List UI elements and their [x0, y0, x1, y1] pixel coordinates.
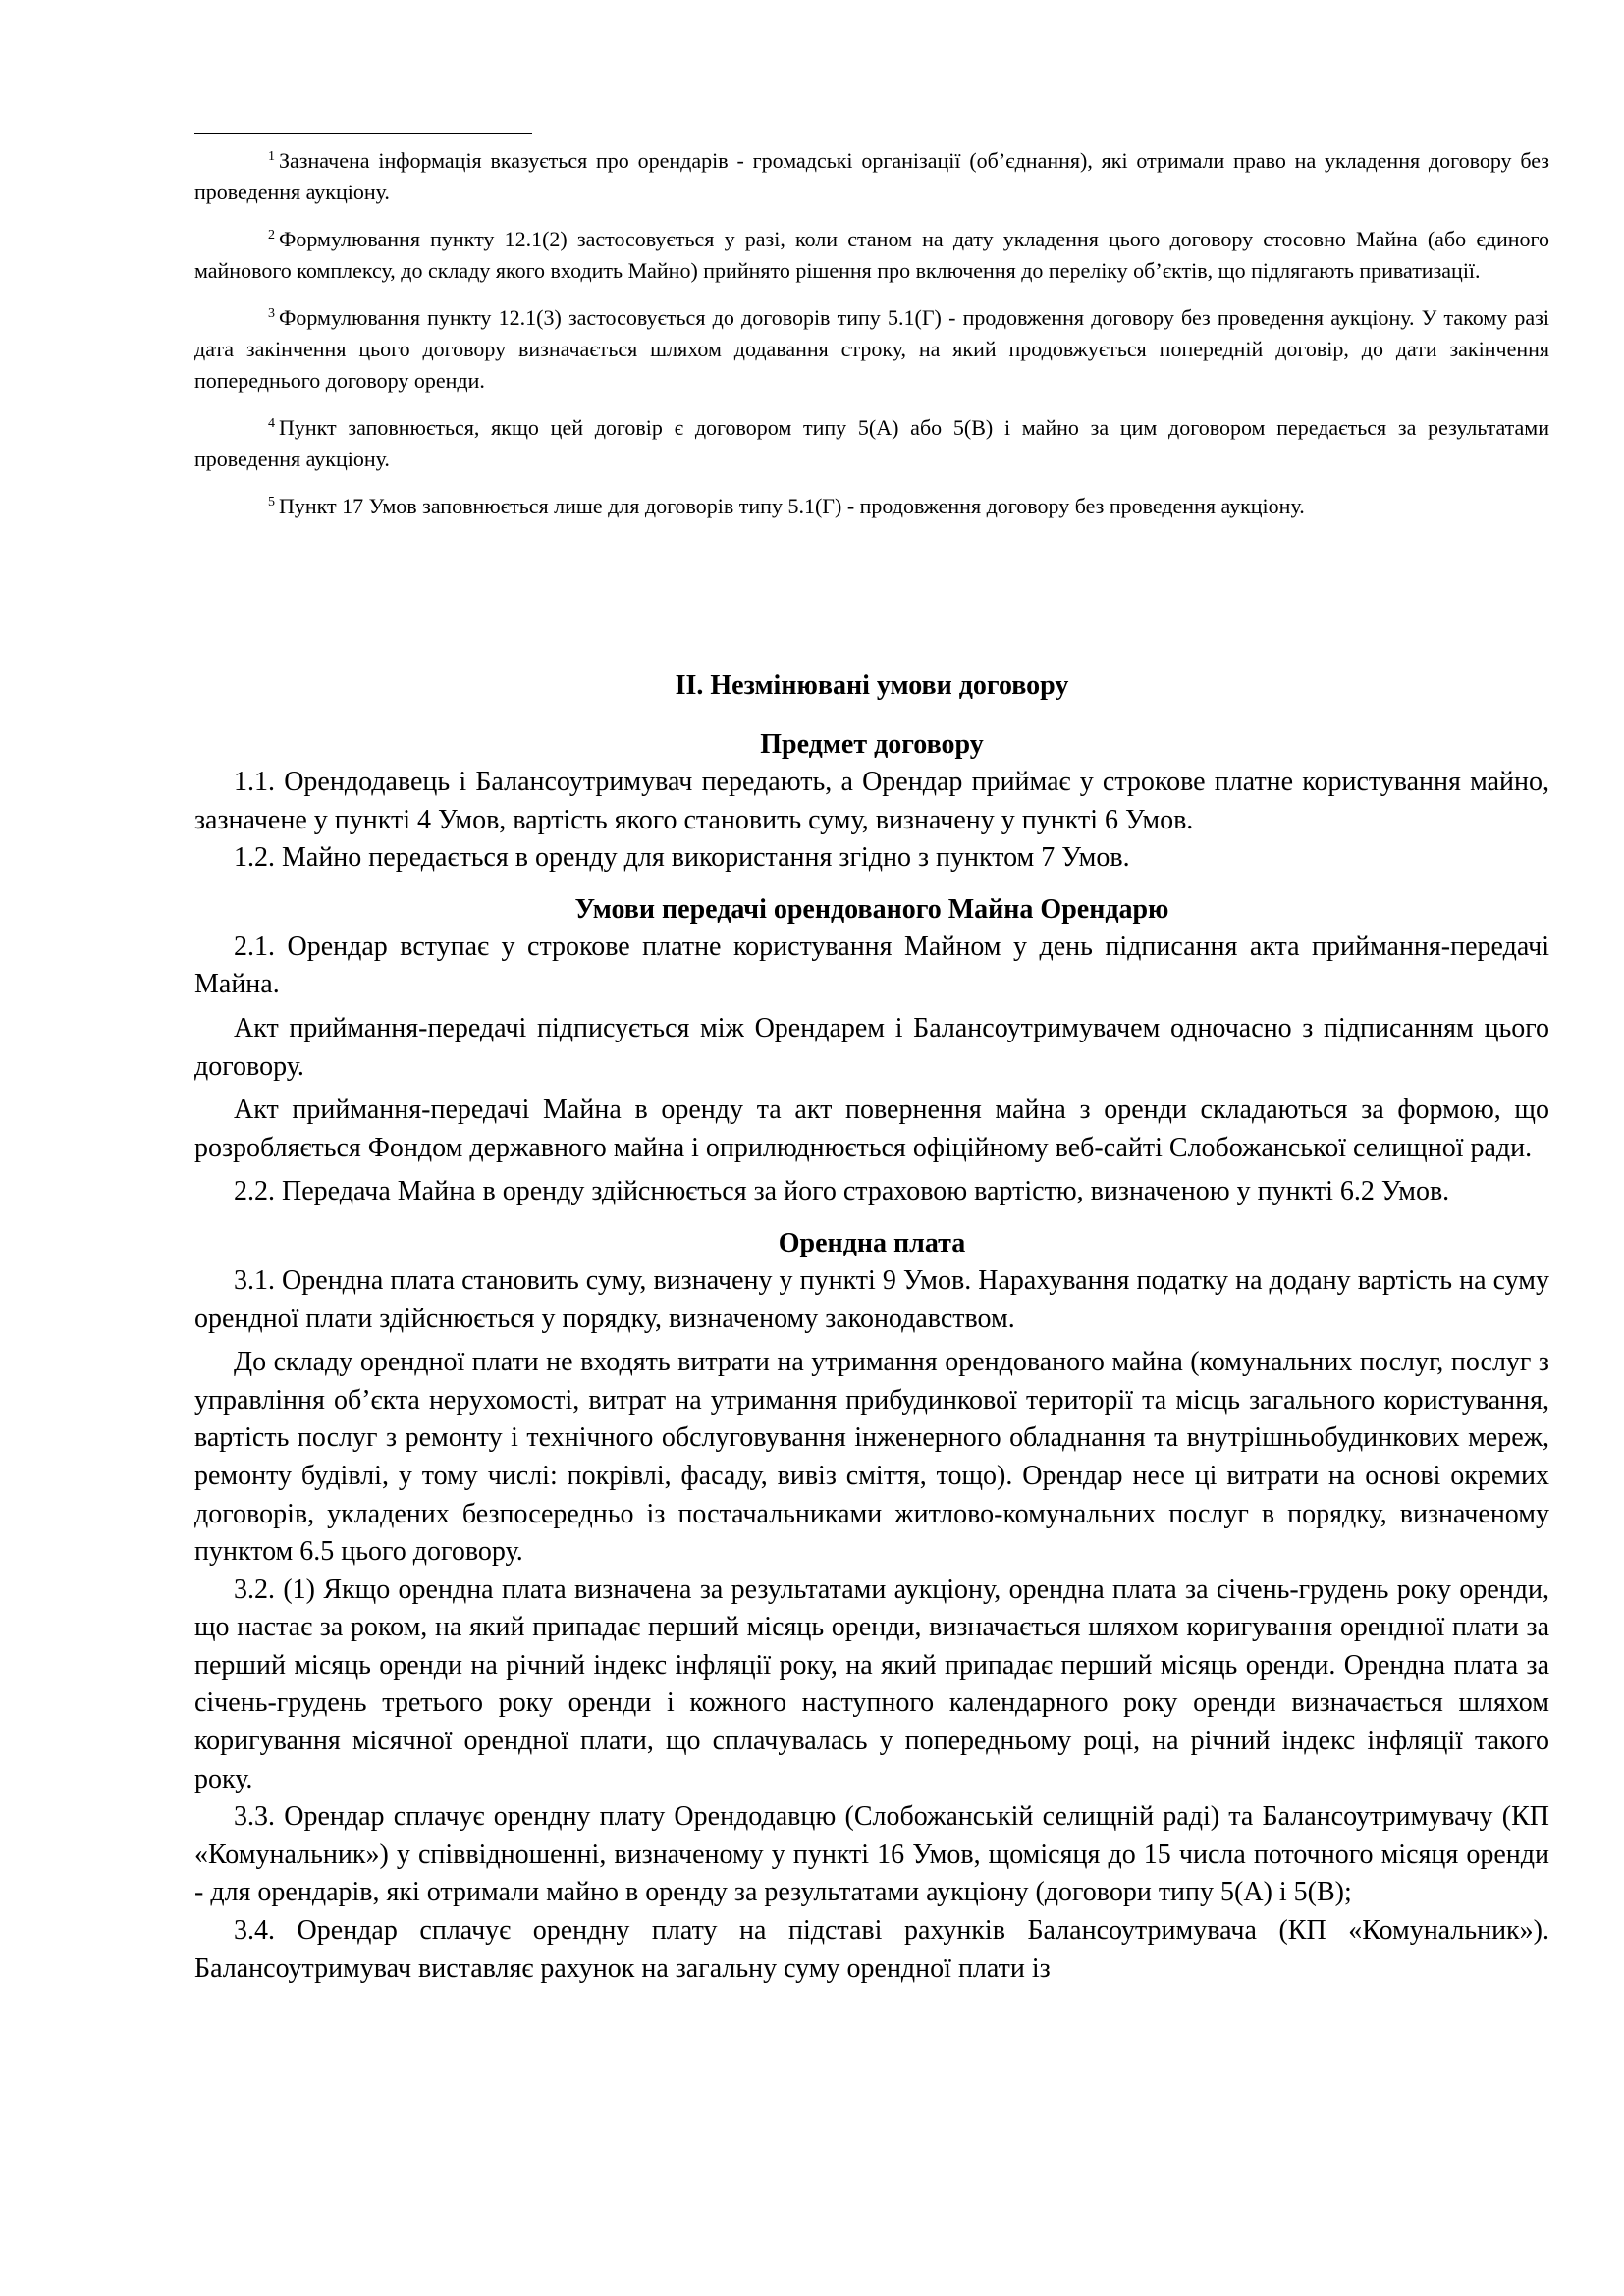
- clause-2-1-act: Акт приймання-передачі підписується між Орендарем і Балансоутримувачем одночасно з підписанням цього договору.: [194, 1012, 1549, 1082]
- footnote: [194, 412, 1549, 475]
- clause-1-2: 1.2. Майно передається в оренду для використання згідно з пунктом 7 Умов.: [234, 842, 1130, 874]
- clause-3-2: 3.2. (1) Якщо орендна плата визначена за результатами аукціону, орендна плата за січень-грудень року оренди, що настає за роком, на який припадає перший місяць оренди, визначається шляхом коригування орендної плати за перший місяць оренди на річний індекс інфляції року, на який припадає перший місяць оренди. Орендна плата за січень-грудень третього року оренди і кожного наступного календарного року оренди визначається шляхом коригування місячної орендної плати, що сплачувалась у попередньому році, на річний індекс інфляції такого року.: [194, 1574, 1549, 1794]
- subject-heading: Предмет договору: [760, 729, 984, 760]
- footnote-number: 1: [268, 149, 275, 164]
- footnote: [194, 491, 1549, 522]
- footnote-number: 2: [268, 228, 275, 242]
- clause-3-4: 3.4. Орендар сплачує орендну плату на підставі рахунків Балансоутримувача (КП «Комунальник»). Балансоутримувач виставляє рахунок на загальну суму орендної плати із: [194, 1915, 1549, 1984]
- rent-heading: Орендна плата: [778, 1227, 966, 1258]
- footnote-number: 4: [268, 416, 275, 431]
- footnote-text: Формулювання пункту 12.1(2) застосовується у разі, коли станом на дату укладення цього договору стосовно Майна (або єдиного майнового комплексу, до складу якого входить Майно) прийнято рішення про включення до переліку об’єктів, що підлягають приватизації.: [194, 227, 1549, 283]
- footnote-text: Пункт заповнюється, якщо цей договір є договором типу 5(А) або 5(В) і майно за цим договором передається за результатами проведення аукціону.: [194, 415, 1549, 471]
- clause-3-1: 3.1. Орендна плата становить суму, визначену у пункті 9 Умов. Нарахування податку на додану вартість на суму орендної плати здійснюється у порядку, визначеному законодавством.: [194, 1264, 1549, 1334]
- main-content: [194, 667, 1549, 1988]
- footnote-number: 3: [268, 306, 275, 321]
- clause-2-1: 2.1. Орендар вступає у строкове платне користування Майном у день підписання акта приймання-передачі Майна.: [194, 931, 1549, 1000]
- transfer-heading: Умови передачі орендованого Майна Орендарю: [574, 893, 1169, 925]
- clause-3-1-expenses: До складу орендної плати не входять витрати на утримання орендованого майна (комунальних послуг, послуг з управління об’єкта нерухомості, витрат на утримання прибудинкової території та місць загального користування, вартість послуг з ремонту і технічного обслуговування інженерного обладнання та внутрішньобудинкових мереж, ремонту будівлі, у тому числі: покрівлі, фасаду, вивіз сміття, тощо). Орендар несе ці витрати на основі окремих договорів, укладених безпосередньо із постачальниками житлово-комунальних послуг в порядку, визначеному пунктом 6.5 цього договору.: [194, 1347, 1549, 1568]
- footnote-text: Зазначена інформація вказується про орендарів - громадські організації (об’єднання), які отримали право на укладення договору без проведення аукціону.: [194, 148, 1549, 204]
- clause-3-3: 3.3. Орендар сплачує орендну плату Орендодавцю (Слобожанській селищній раді) та Балансоутримувачу (КП «Комунальник») у співвідношенні, визначеному у пункті 16 Умов, щомісяця до 15 числа поточного місяця оренди - для орендарів, які отримали майно в оренду за результатами аукціону (договори типу 5(А) і 5(В);: [194, 1801, 1549, 1908]
- clause-2-1-form: Акт приймання-передачі Майна в оренду та акт повернення майна з оренди складаються за формою, що розробляється Фондом державного майна і оприлюднюється офіційному веб-сайті Слобожанської селищної ради.: [194, 1095, 1549, 1163]
- footnote: [194, 224, 1549, 287]
- clause-2-2: 2.2. Передача Майна в оренду здійснюється за його страховою вартістю, визначеною у пункті 6.2 Умов.: [234, 1176, 1450, 1207]
- clause-1-1: 1.1. Орендодавець і Балансоутримувач передають, а Орендар приймає у строкове платне користування майно, зазначене у пункті 4 Умов, вартість якого становить суму, визначену у пункті 6 Умов.: [194, 767, 1549, 835]
- footnotes: [194, 145, 1549, 538]
- footnote-text: Формулювання пункту 12.1(3) застосовується до договорів типу 5.1(Г) - продовження договору без проведення аукціону. У такому разі дата закінчення цього договору визначається шляхом додавання строку, на який продовжується попередній договір, до дати закінчення попереднього договору оренди.: [194, 305, 1549, 393]
- footnote-separator: [194, 133, 532, 134]
- footnote-text: Пункт 17 Умов заповнюється лише для договорів типу 5.1(Г) - продовження договору без проведення аукціону.: [279, 494, 1305, 518]
- footnote: [194, 145, 1549, 208]
- footnote-number: 5: [268, 495, 275, 509]
- footnote: [194, 302, 1549, 397]
- section-title: ІІ. Незмінювані умови договору: [675, 670, 1069, 701]
